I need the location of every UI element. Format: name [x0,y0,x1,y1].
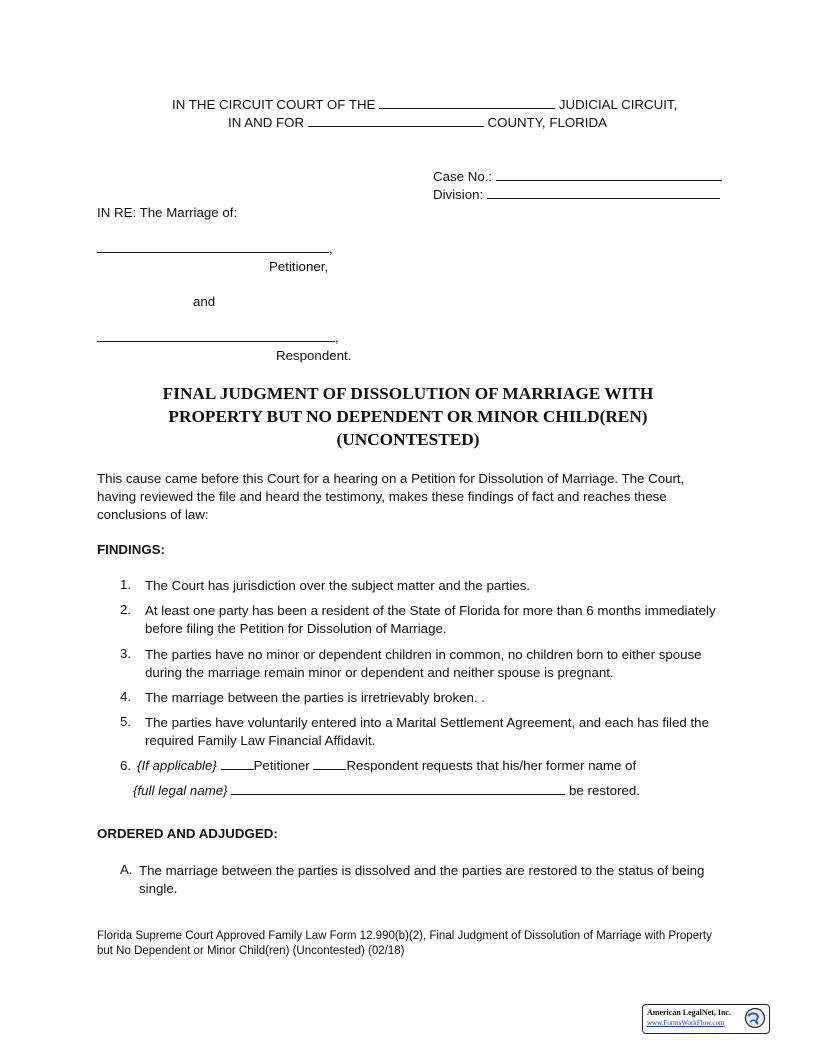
ordered-heading: ORDERED AND ADJUDGED: [97,826,278,841]
american-legalnet-logo[interactable]: American LegalNet, Inc. www.FormsWorkFlow.com [642,1004,770,1034]
intro-paragraph: This cause came before this Court for a hearing on a Petition for Dissolution of Marriage. The Court, having reviewed the file and heard the testimony, makes these findings of fact and reaches these conclusions of law: [97,471,685,522]
findings-heading: FINDINGS: [97,542,165,557]
respondent-label: Respondent. [276,348,352,363]
and-label: and [193,294,216,309]
case-number-row: Case No.: [433,169,722,184]
court-header-line1: IN THE CIRCUIT COURT OF THE JUDICIAL CIRCUIT, [172,97,678,112]
respondent-line: , [97,330,339,345]
globe-icon [744,1007,766,1029]
document-title: FINAL JUDGMENT OF DISSOLUTION OF MARRIAGE WITH PROPERTY BUT NO DEPENDENT OR MINOR CHILD(REN) (UNCONTESTED) [162,384,654,449]
petitioner-checkbox-blank[interactable] [221,758,254,770]
forms-workflow-link[interactable]: www.FormsWorkFlow.com [647,1019,725,1027]
division-row: Division: [433,187,720,202]
form-footer: Florida Supreme Court Approved Family Law Form 12.990(b)(2), Final Judgment of Dissolution of Marriage with Property but No Dependent or Minor Child(ren) (Uncontested) (02/18) [97,930,712,957]
in-re-label: IN RE: The Marriage of: [97,205,238,220]
case-number-blank[interactable] [496,169,722,181]
petitioner-line: , [97,241,333,256]
former-name-blank[interactable] [231,783,565,795]
division-blank[interactable] [487,187,720,199]
county-blank[interactable] [308,115,484,127]
circuit-blank[interactable] [379,97,555,109]
court-header-line2: IN AND FOR COUNTY, FLORIDA [228,115,607,130]
respondent-name-blank[interactable] [97,330,335,342]
petitioner-name-blank[interactable] [97,241,329,253]
petitioner-label: Petitioner, [269,259,329,274]
respondent-checkbox-blank[interactable] [313,758,346,770]
